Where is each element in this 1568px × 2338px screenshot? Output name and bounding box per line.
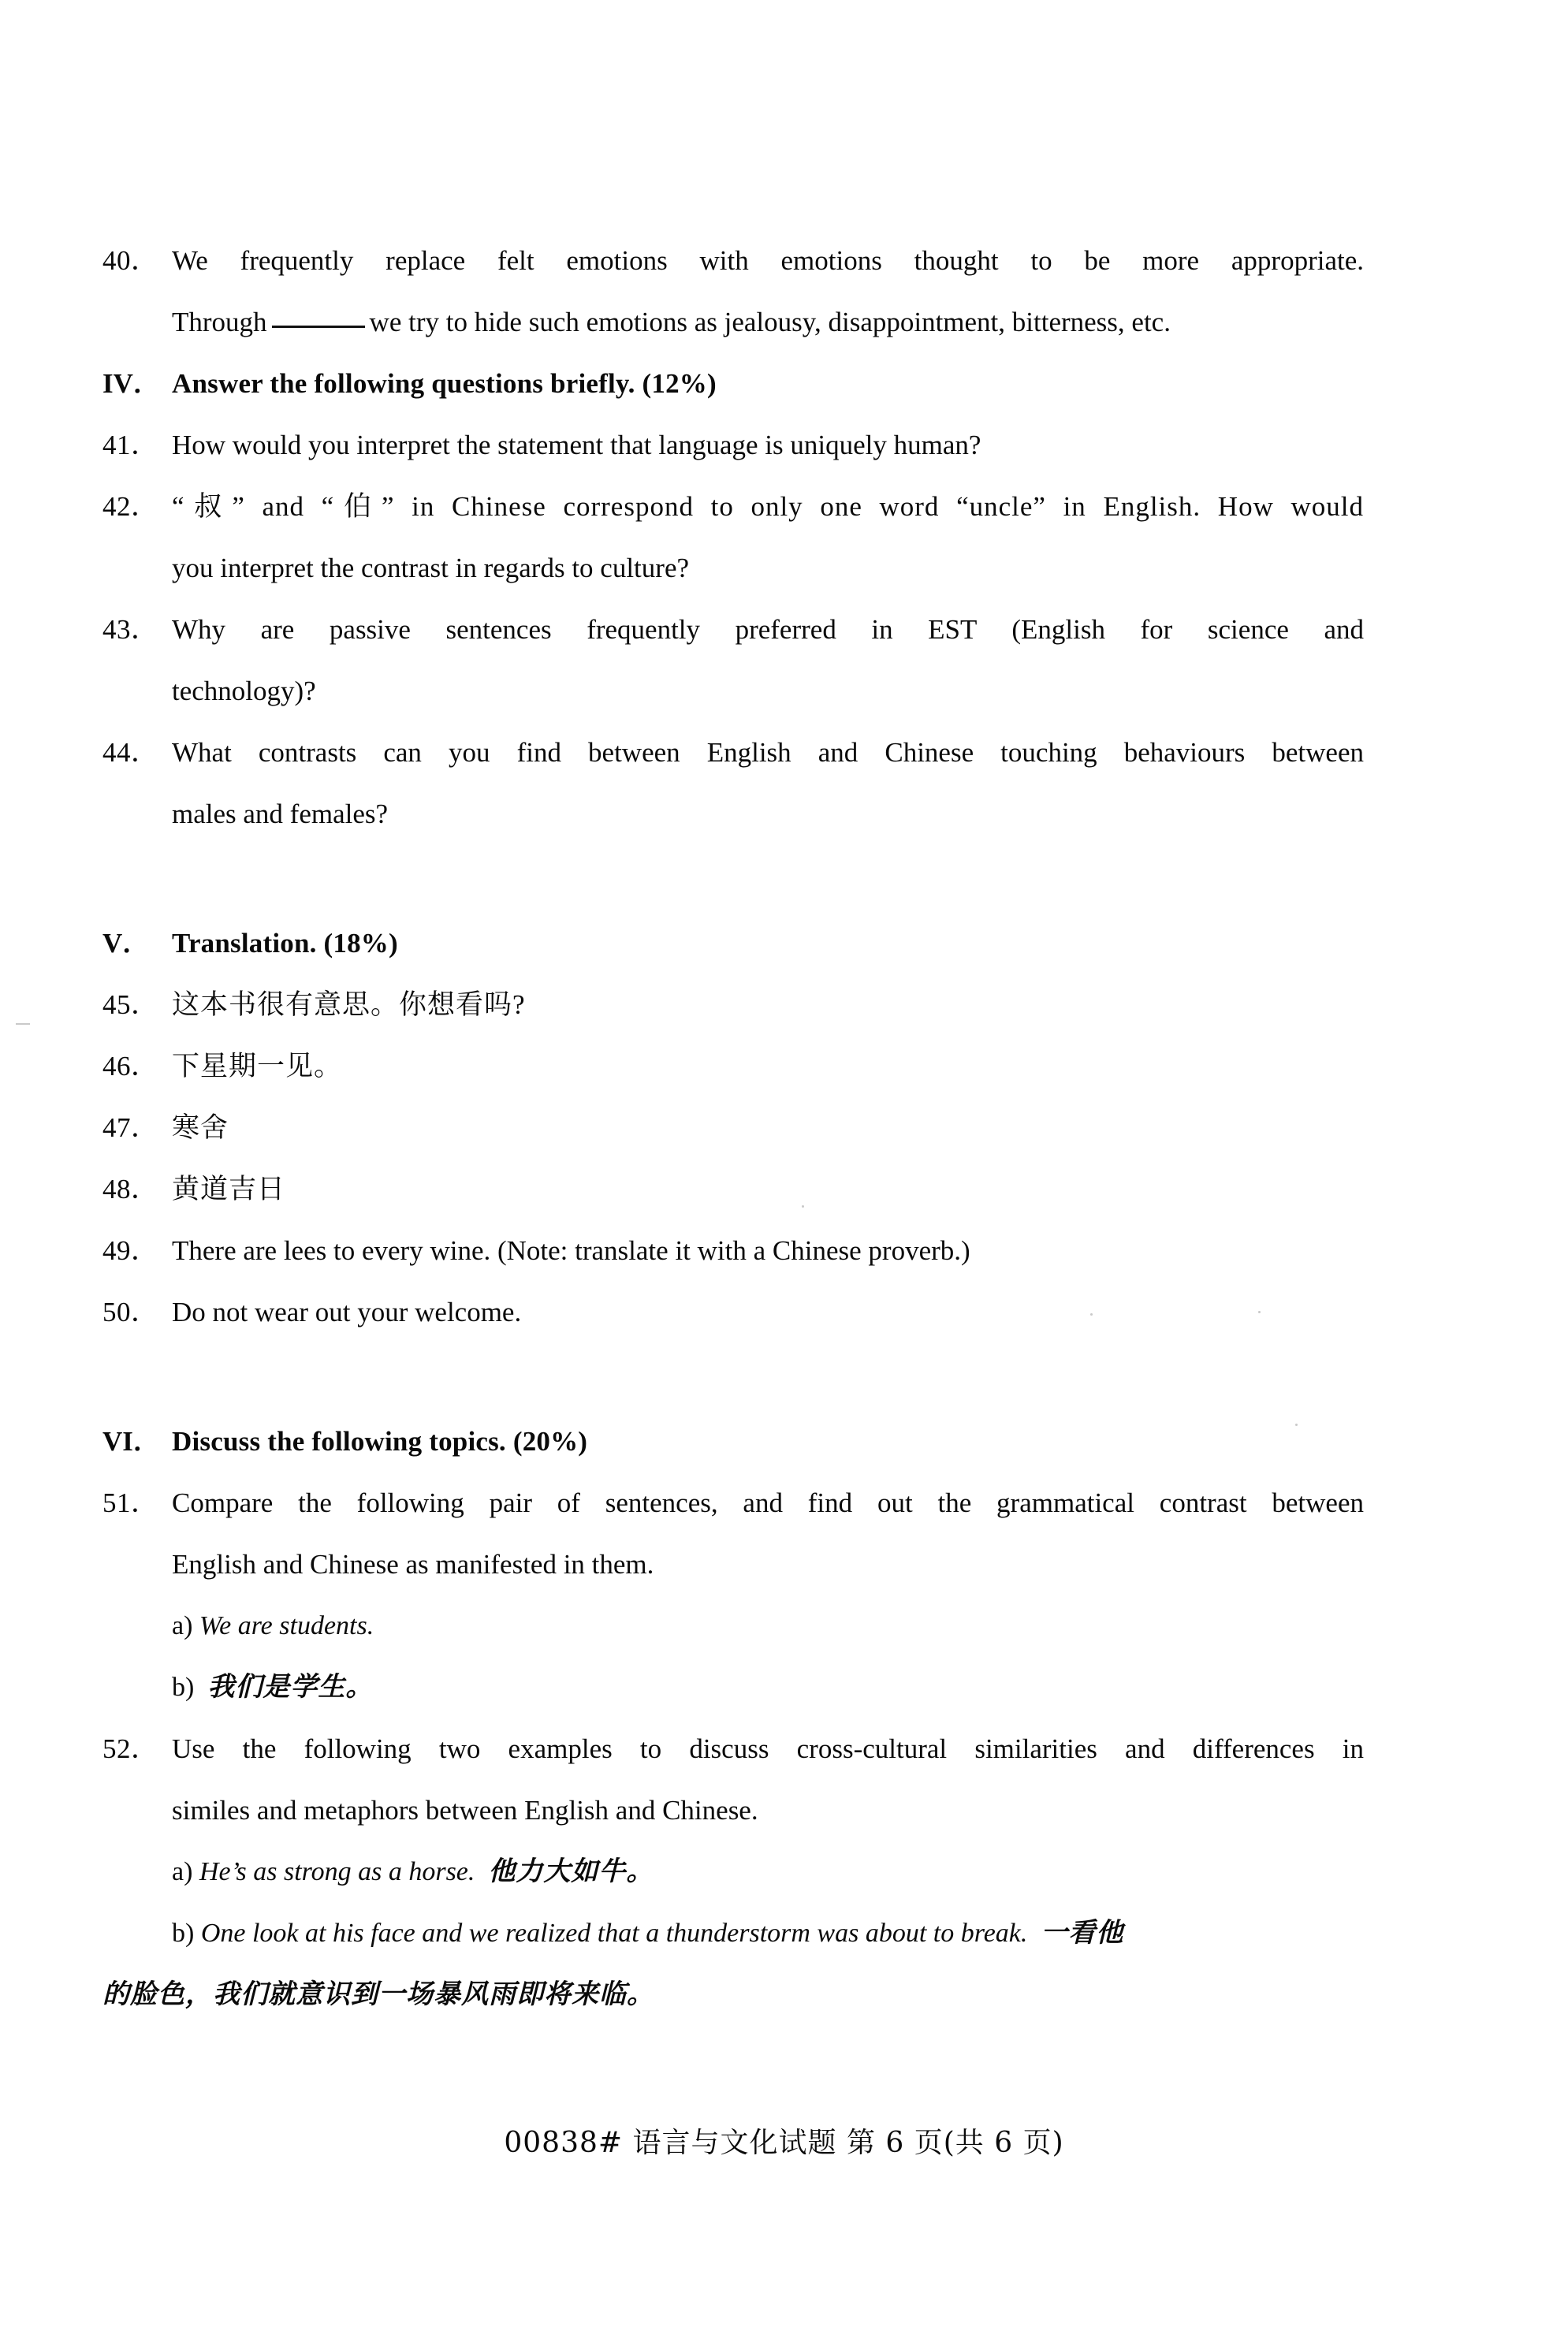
question-44-number: 44． [102, 737, 159, 768]
question-49 [102, 1220, 1364, 1282]
question-52-option-b [102, 1903, 1364, 1964]
question-44-line1: What contrasts can you find between English and Chinese touching behaviours between [172, 737, 1364, 768]
section-gap [102, 845, 1364, 913]
question-52-option-b-text-cn-part2: 的脸色，我们就意识到一场暴风雨即将来临。 [102, 1980, 654, 2009]
question-51-line2: English and Chinese as manifested in them. [172, 1549, 654, 1580]
question-46 [102, 1036, 1364, 1097]
question-40-number: 40． [102, 245, 159, 276]
question-43-line1: Why are passive sentences frequently preferred in EST (English for science and [172, 614, 1364, 645]
question-50-text: Do not wear out your welcome. [172, 1297, 522, 1327]
question-52-line2: similes and metaphors between English and Chinese. [172, 1795, 758, 1826]
question-51-option-b-text: 我们是学生。 [207, 1673, 374, 1702]
question-52-line1: Use the following two examples to discuss cross-cultural similarities and differences in [172, 1733, 1364, 1764]
question-52-option-a [102, 1841, 1364, 1903]
question-45 [102, 974, 1364, 1036]
question-47 [102, 1097, 1364, 1159]
question-52-option-a-text-cn: 他力大如牛。 [488, 1857, 654, 1886]
section-5-numeral: V． [102, 928, 151, 959]
question-47-text: 寒舍 [172, 1112, 229, 1143]
question-48-number: 48． [102, 1174, 159, 1204]
question-52-option-b-label: b) [172, 1919, 195, 1948]
question-40-line2 [172, 292, 1364, 353]
question-43-number: 43． [102, 614, 159, 645]
page-footer: 00838# 语言与文化试题 第 6 页(共 6 页) [504, 2127, 1064, 2159]
question-43-line2-row [102, 661, 1364, 722]
question-52-option-b-text-cn-part1: 一看他 [1041, 1919, 1124, 1948]
question-52 [102, 1718, 1364, 1780]
question-41-number: 41． [102, 430, 159, 460]
section-4-title: Answer the following questions briefly. (12%) [172, 368, 717, 399]
question-48-text: 黄道吉日 [172, 1174, 286, 1204]
question-51 [102, 1472, 1364, 1534]
scan-speck [16, 1023, 30, 1025]
section-6-numeral: VI． [102, 1426, 161, 1457]
question-49-number: 49． [102, 1235, 159, 1266]
question-40 [102, 230, 1364, 292]
question-51-option-b-label: b) [172, 1673, 195, 1702]
question-43 [102, 599, 1364, 661]
question-42-line2-row [102, 538, 1364, 599]
question-45-number: 45． [102, 989, 159, 1020]
question-41 [102, 415, 1364, 476]
exam-content [102, 230, 1364, 2026]
question-51-option-a-text: We are students. [199, 1611, 374, 1640]
question-43-line2: technology)? [172, 676, 316, 706]
question-52-number: 52． [102, 1733, 159, 1764]
question-41-text: How would you interpret the statement that language is uniquely human? [172, 430, 981, 460]
section-4-numeral: IV． [102, 368, 161, 399]
question-44-line2: males and females? [172, 799, 389, 829]
question-42-line2: you interpret the contrast in regards to culture? [172, 553, 690, 583]
question-45-text: 这本书很有意思。你想看吗? [172, 989, 526, 1020]
question-51-option-a-label: a) [172, 1611, 193, 1640]
question-51-line1: Compare the following pair of sentences, and find out the grammatical contrast between [172, 1487, 1364, 1518]
question-42 [102, 476, 1364, 538]
question-44-line2-row [102, 784, 1364, 845]
section-5-title: Translation. (18%) [172, 928, 398, 959]
question-46-number: 46． [102, 1051, 159, 1082]
question-52-line2-row [102, 1780, 1364, 1841]
question-52-option-a-text-en: He’s as strong as a horse. [199, 1857, 475, 1886]
question-52-option-a-label: a) [172, 1857, 193, 1886]
question-42-number: 42． [102, 491, 159, 522]
question-44 [102, 722, 1364, 784]
section-heading-4 [102, 353, 1364, 415]
question-51-line2-row [102, 1534, 1364, 1595]
question-51-option-b [102, 1657, 1364, 1718]
question-40-line2-row [102, 292, 1364, 353]
section-6-title: Discuss the following topics. (20%) [172, 1426, 588, 1457]
question-40-through-label: Through [172, 307, 267, 337]
section-heading-6 [102, 1411, 1364, 1472]
fill-in-blank[interactable] [272, 326, 365, 328]
question-50 [102, 1282, 1364, 1343]
question-48 [102, 1159, 1364, 1220]
question-51-number: 51． [102, 1487, 159, 1518]
question-52-option-b-continuation [102, 1964, 1364, 2026]
question-49-text: There are lees to every wine. (Note: translate it with a Chinese proverb.) [172, 1235, 970, 1266]
question-47-number: 47． [102, 1112, 159, 1143]
question-50-number: 50． [102, 1297, 159, 1327]
question-46-text: 下星期一见。 [172, 1051, 343, 1082]
section-heading-5 [102, 913, 1364, 974]
question-51-option-a [102, 1595, 1364, 1657]
section-gap [102, 1343, 1364, 1411]
question-40-line2-rest: we try to hide such emotions as jealousy, disappointment, bitterness, etc. [369, 307, 1171, 337]
question-52-option-b-text-en: One look at his face and we realized that a thunderstorm was about to break. [200, 1919, 1028, 1948]
question-40-line1: We frequently replace felt emotions with emotions thought to be more appropriate. [172, 245, 1364, 276]
question-42-line1: “叔” and “伯” in Chinese correspond to only one word “uncle” in English. How would [172, 491, 1364, 522]
